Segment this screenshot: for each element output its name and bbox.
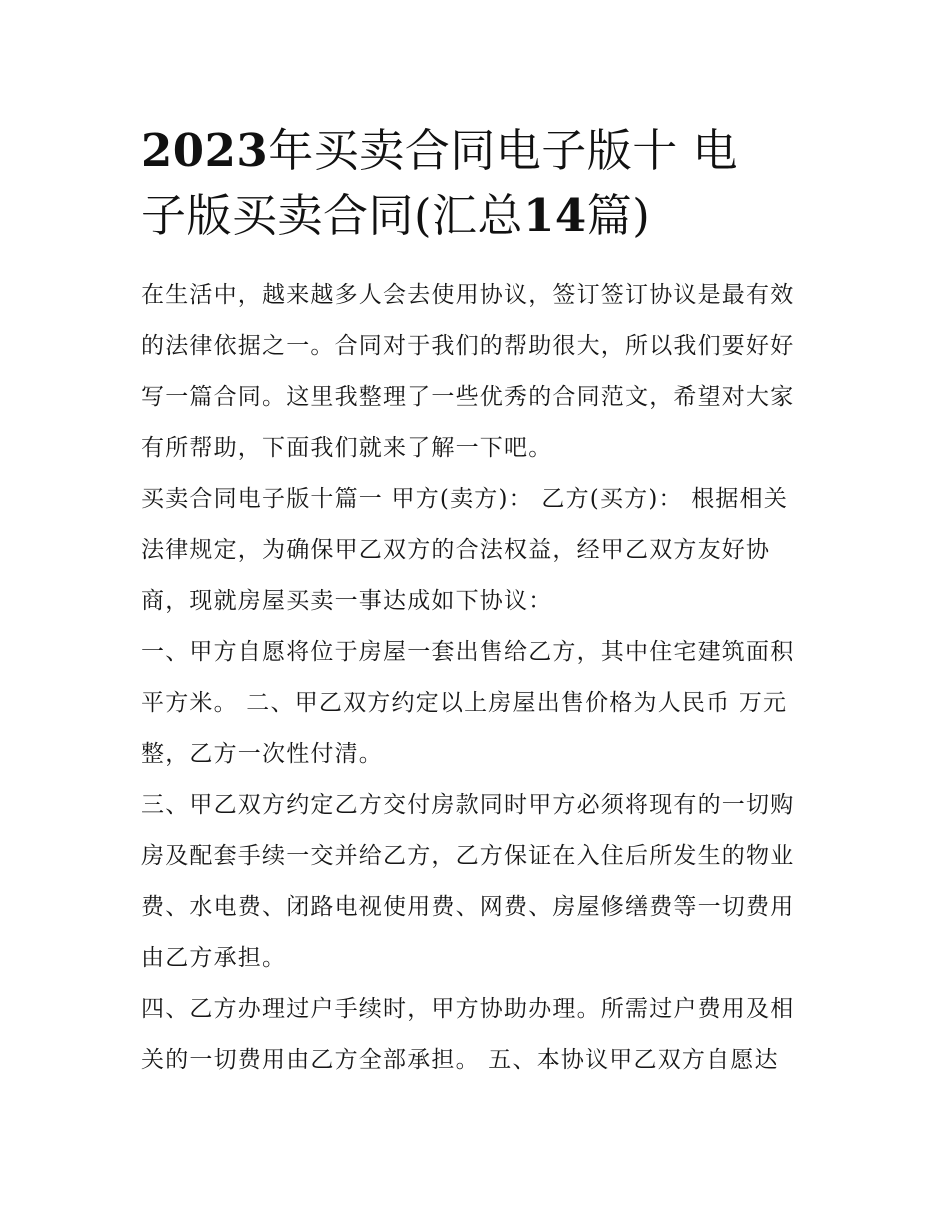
paragraph-clause-3 bbox=[141, 780, 813, 984]
text-line: 法律规定，为确保甲乙双方的合法权益，经甲乙双方友好协 bbox=[141, 537, 771, 563]
title-line-2: 子版买卖合同(汇总14篇) bbox=[141, 189, 651, 242]
text-line: 在生活中，越来越多人会去使用协议，签订签订协议是最有效 bbox=[141, 282, 795, 308]
text-line: 有所帮助，下面我们就来了解一下吧。 bbox=[141, 435, 553, 461]
text-line: 房及配套手续一交并给乙方，乙方保证在入住后所发生的物业 bbox=[141, 843, 795, 869]
text-line: 买卖合同电子版十篇一 甲方(卖方)： 乙方(买方)： 根据相关 bbox=[141, 486, 789, 512]
text-line: 三、甲乙双方约定乙方交付房款同时甲方必须将现有的一切购 bbox=[141, 792, 795, 818]
text-line: 写一篇合同。这里我整理了一些优秀的合同范文，希望对大家 bbox=[141, 384, 795, 410]
document-body bbox=[141, 270, 813, 1086]
paragraph-clause-1-2 bbox=[141, 627, 813, 780]
text-line: 费、水电费、闭路电视使用费、网费、房屋修缮费等一切费用 bbox=[141, 894, 795, 920]
text-line: 由乙方承担。 bbox=[141, 945, 287, 971]
title-line-1: 2023年买卖合同电子版十 电 bbox=[141, 124, 739, 177]
document-title bbox=[141, 118, 813, 248]
text-line: 关的一切费用由乙方全部承担。 五、本协议甲乙双方自愿达 bbox=[141, 1047, 779, 1073]
text-line: 商，现就房屋买卖一事达成如下协议： bbox=[141, 588, 553, 614]
paragraph-intro bbox=[141, 270, 813, 474]
text-line: 整，乙方一次性付清。 bbox=[141, 741, 383, 767]
text-line: 平方米。 二、甲乙双方约定以上房屋出售价格为人民币 万元 bbox=[141, 690, 788, 716]
paragraph-contract-header bbox=[141, 474, 813, 627]
text-line: 的法律依据之一。合同对于我们的帮助很大，所以我们要好好 bbox=[141, 333, 795, 359]
text-line: 四、乙方办理过户手续时，甲方协助办理。所需过户费用及相 bbox=[141, 996, 795, 1022]
document-content bbox=[141, 118, 813, 1086]
paragraph-clause-4-5 bbox=[141, 984, 813, 1086]
text-line: 一、甲方自愿将位于房屋一套出售给乙方，其中住宅建筑面积 bbox=[141, 639, 795, 665]
